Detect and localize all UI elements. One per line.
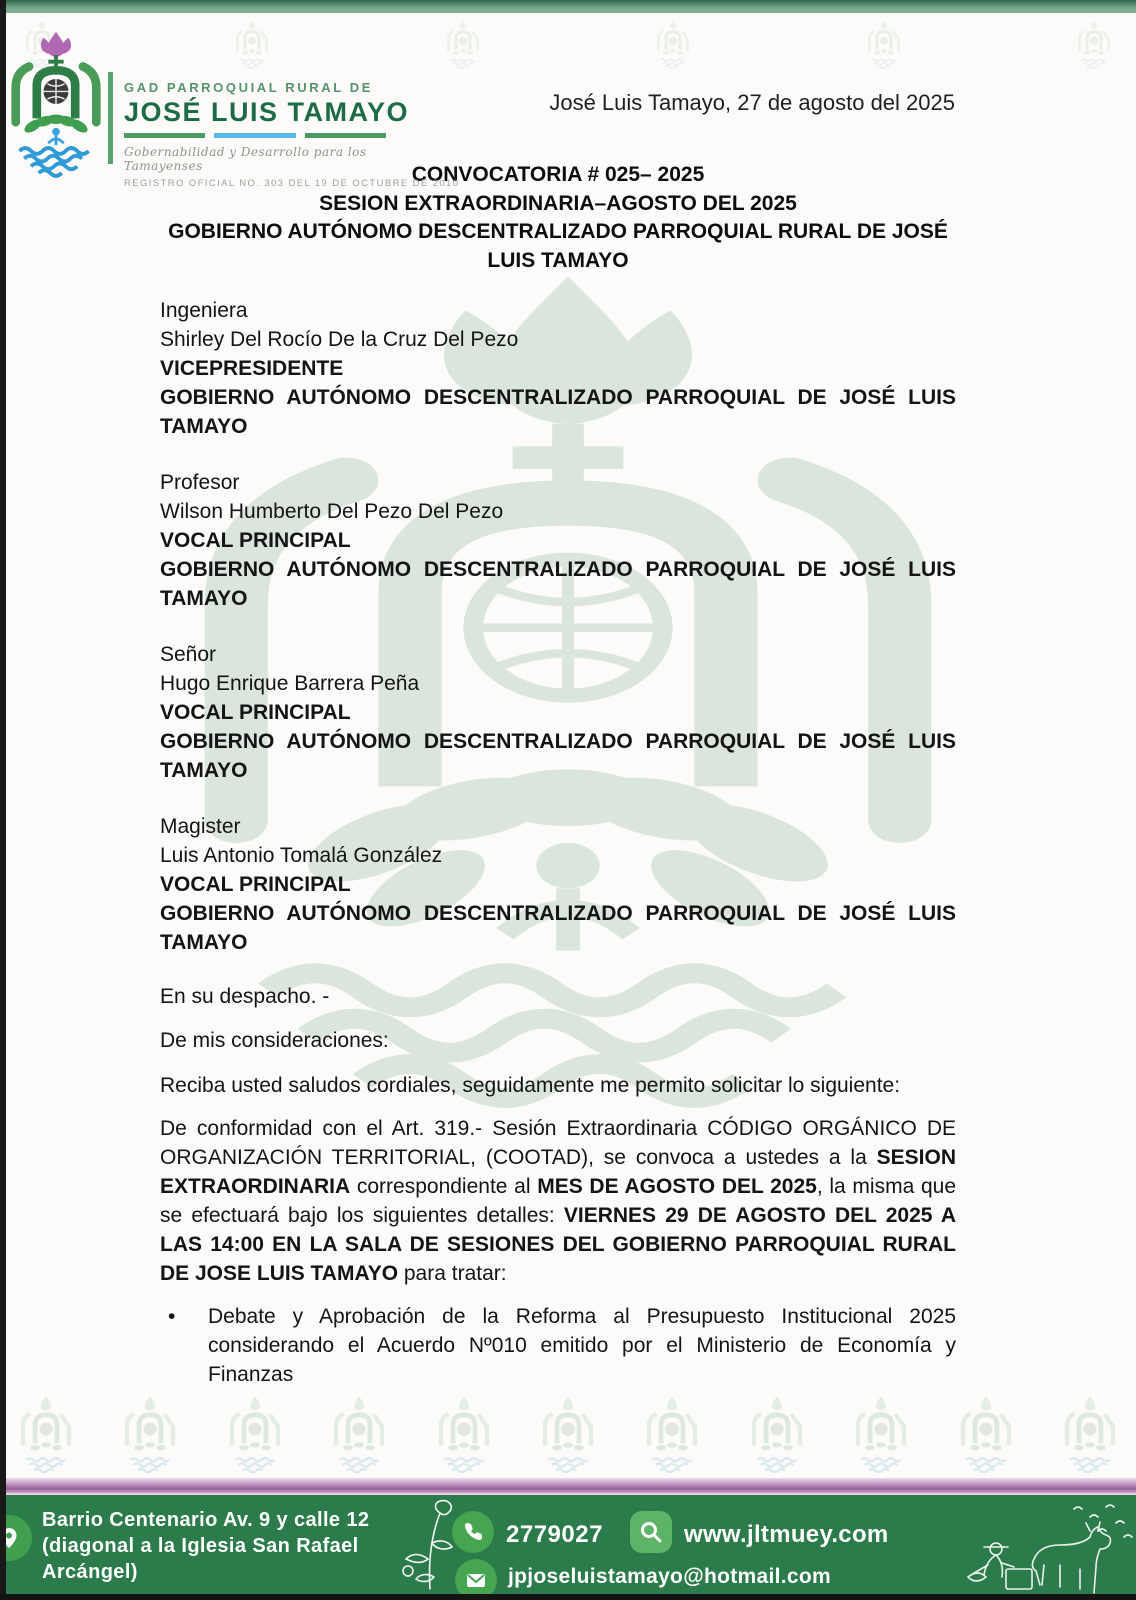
recipient-block [160,296,956,441]
paragraph-bold: VIERNES 29 DE AGOSTO DEL 2025 A LAS 14:00 EN LA SALA DE SESIONES DEL GOBIERNO PARROQUIAL RURAL DE JOSE LUIS TAMAYO [160,1204,956,1285]
consideraciones-line: De mis consideraciones: [160,1029,389,1052]
header-divider [108,72,113,164]
address-line: Barrio Centenario Av. 9 y calle 12 [42,1509,370,1531]
address-text [42,1507,369,1585]
recipient-salutation: Señor [160,643,217,666]
letter-body [160,296,956,1389]
crest-watermark-icon [845,1393,917,1475]
scan-edge-left [0,0,6,1600]
recipient-name: Luis Antonio Tomalá González [160,844,443,867]
org-name: JOSÉ LUIS TAMAYO [124,97,410,127]
paragraph-text: De conformidad con el Art. 319.- Sesión Extraordinaria CÓDIGO ORGÁNICO DE ORGANIZACIÓN TERRITORIAL, (COOTAD), se convoca a ustedes a la [160,1117,956,1169]
recipient-org: GOBIERNO AUTÓNOMO DESCENTRALIZADO PARROQUIAL DE JOSÉ LUIS TAMAYO [160,386,956,438]
agenda-item [160,1302,956,1389]
paragraph-bold: SESION EXTRAORDINARIA [160,1146,956,1198]
crest-watermark-icon [636,1393,708,1475]
website-url: www.jltmuey.com [684,1521,889,1548]
despacho-line: En su despacho. - [160,985,330,1008]
crest-watermark-icon [220,18,284,70]
org-tagline: Gobernabilidad y Desarrollo para los Tamayenses [124,145,367,173]
recipient-org: GOBIERNO AUTÓNOMO DESCENTRALIZADO PARROQUIAL DE JOSÉ LUIS TAMAYO [160,902,956,954]
recipient-block [160,640,956,785]
parish-crest-icon [8,26,104,178]
convocation-paragraph [160,1114,956,1288]
recipient-name: Wilson Humberto Del Pezo Del Pezo [160,500,504,523]
recipient-salutation: Magister [160,815,241,838]
title-line-1: CONVOCATORIA # 025– 2025 [411,163,705,186]
paragraph-text: para tratar: [398,1262,507,1285]
crest-watermark-icon [114,1393,186,1475]
brand-underline [124,133,386,138]
saludos-line: Reciba usted saludos cordiales, seguidamente me permito solicitar lo siguiente: [160,1074,901,1097]
date-line: José Luis Tamayo, 27 de agosto del 2025 [549,90,955,115]
purple-divider-bar [0,1478,1136,1495]
farmer-donkey-lineart-icon [884,1497,1134,1594]
org-type-label: GAD PARROQUIAL RURAL DE [124,80,374,95]
recipient-role: VOCAL PRINCIPAL [160,873,351,896]
bottom-watermark-pattern [10,1393,1126,1475]
crest-watermark-icon [741,1393,813,1475]
crest-watermark-icon [852,18,916,70]
scan-edge-bottom [0,1594,1136,1600]
recipient-role: VOCAL PRINCIPAL [160,529,351,552]
registro-oficial: REGISTRO OFICIAL NO. 303 DEL 19 DE OCTUBRE DE 2010 [124,178,460,189]
recipient-salutation: Ingeniera [160,299,248,322]
search-icon [630,1511,672,1553]
title-line-3: GOBIERNO AUTÓNOMO DESCENTRALIZADO PARROQUIAL RURAL DE JOSÉ LUIS TAMAYO [168,220,948,272]
recipient-name: Hugo Enrique Barrera Peña [160,672,420,695]
recipient-name: Shirley Del Rocío De la Cruz Del Pezo [160,328,519,351]
recipient-block [160,468,956,613]
top-green-bar [0,0,1136,13]
phone-icon [452,1511,494,1553]
crest-watermark-icon [219,1393,291,1475]
paragraph-text: , la misma que se efectuará bajo los siguientes detalles: [160,1175,956,1227]
agenda-item-text: Debate y Aprobación de la Reforma al Presupuesto Institucional 2025 considerando el Acuerdo Nº010 emitido por el Ministerio de Economía y Finanzas [208,1305,956,1386]
email-address: jpjoseluistamayo@hotmail.com [508,1565,831,1588]
crest-watermark-icon [428,1393,500,1475]
crest-watermark-icon [431,18,495,70]
letterhead [124,80,460,189]
paragraph-bold: MES DE AGOSTO DEL 2025 [537,1175,817,1198]
address-line: Arcángel) [42,1561,138,1583]
crest-watermark-icon [950,1393,1022,1475]
recipient-org: GOBIERNO AUTÓNOMO DESCENTRALIZADO PARROQUIAL DE JOSÉ LUIS TAMAYO [160,558,956,610]
phone-number: 2779027 [506,1521,603,1548]
crest-watermark-icon [1062,18,1126,70]
recipient-role: VICEPRESIDENTE [160,357,344,380]
crest-watermark-icon [323,1393,395,1475]
footer-bar [0,1495,1136,1594]
address-line: (diagonal a la Iglesia San Rafael [42,1535,359,1557]
recipient-role: VOCAL PRINCIPAL [160,701,351,724]
bullet-marker: • [168,1305,176,1328]
crest-watermark-icon [10,1393,82,1475]
recipient-block [160,812,956,957]
recipient-org: GOBIERNO AUTÓNOMO DESCENTRALIZADO PARROQUIAL DE JOSÉ LUIS TAMAYO [160,730,956,782]
crest-watermark-icon [1054,1393,1126,1475]
paragraph-text: correspondiente al [350,1175,538,1198]
title-line-2: SESION EXTRAORDINARIA–AGOSTO DEL 2025 [319,191,797,215]
crest-watermark-icon [641,18,705,70]
top-watermark-pattern [10,18,1126,70]
envelope-icon [455,1559,497,1594]
crest-watermark-icon [532,1393,604,1475]
recipient-salutation: Profesor [160,471,240,494]
